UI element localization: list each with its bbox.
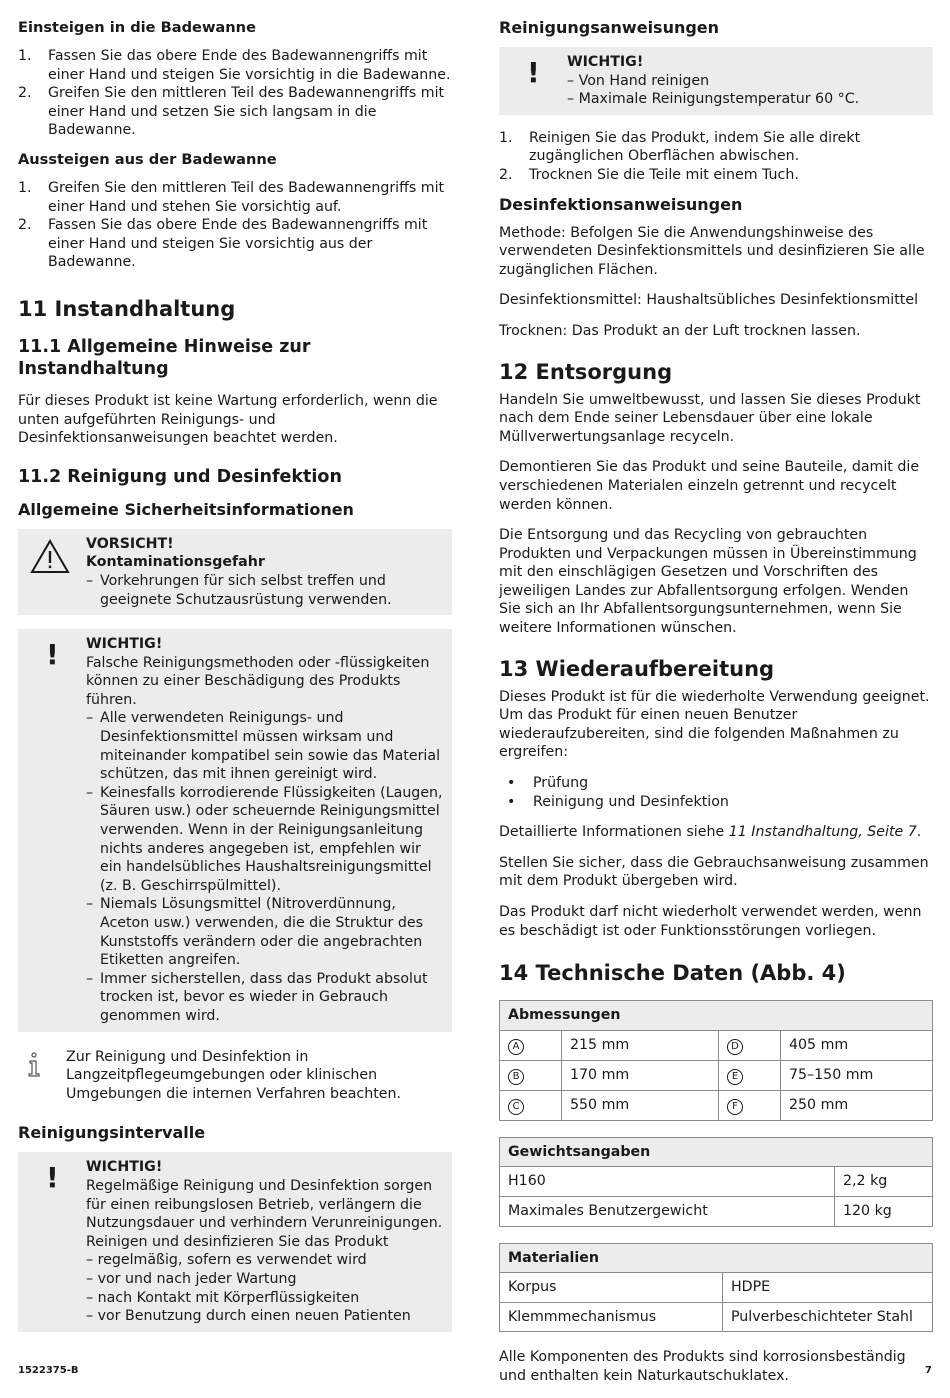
list-item: – Alle verwendeten Reinigungs- und Desinfektionsmittel müssen wirksam und miteinander kompatibel sein sowie das Material schützen, das mit ihnen gereinigt wird. — [86, 710, 441, 783]
list-item: 1. Fassen Sie das obere Ende des Badewannengriffs mit einer Hand und steigen Sie vorsichtig in die Badewanne. — [18, 48, 451, 83]
materials-table — [499, 1243, 933, 1333]
aussteigen-heading: Aussteigen aus der Badewanne — [18, 150, 277, 168]
important-box-2 — [18, 1152, 452, 1331]
list-item: 1. Greifen Sie den mittleren Teil des Badewannengriffs mit einer Hand und stehen Sie vorsichtig auf. — [18, 179, 445, 215]
weight-table — [499, 1137, 933, 1227]
section-11-1-heading: 11.1 Allgemeine Hinweise zur Instandhaltung — [18, 336, 311, 379]
weight-title: Gewichtsangaben — [500, 1137, 933, 1167]
table-row: H160 2,2 kg — [500, 1167, 933, 1197]
list-item: – vor Benutzung durch einen neuen Patienten — [86, 1308, 411, 1325]
table-row: Maximales Benutzergewicht 120 kg — [500, 1196, 933, 1226]
list-item: – Keinesfalls korrodierende Flüssigkeiten (Laugen, Säuren usw.) oder scheuernde Reinigungsmittel verwenden. Wenn in der Reinigungsanleitung nichts anderes angegeben ist, empfehlen wir ein handelsübliches Haushaltsreinigungsmittel (z. B. Geschirrspülmittel). — [86, 784, 443, 894]
list-item: – Von Hand reinigen — [567, 72, 710, 89]
list-item: 2. Trocknen Sie die Teile mit einem Tuch. — [499, 166, 799, 183]
reinigung-steps — [499, 129, 933, 185]
section-11-2-heading: 11.2 Reinigung und Desinfektion — [18, 466, 342, 487]
section-12-text-1: Handeln Sie umweltbewusst, und lassen Sie dieses Produkt nach dem Ende seiner Lebensdauer über eine lokale Müllverwertungsanlage recyceln. — [499, 391, 921, 445]
list-item: – Niemals Lösungsmittel (Nitroverdünnung, Aceton usw.) verwenden, die die Struktur des Kunststoffs verändern oder die angebrachten Etiketten angreifen. — [86, 896, 423, 969]
list-item: – Maximale Reinigungstemperatur 60 °C. — [567, 91, 860, 108]
desinf-trocknen: Trocknen: Das Produkt an der Luft trocknen lassen. — [499, 322, 861, 339]
einsteigen-heading: Einsteigen in die Badewanne — [18, 19, 256, 36]
important-title: WICHTIG! — [86, 1159, 163, 1176]
section-12-text-2: Demontieren Sie das Produkt und seine Bauteile, damit die verschiedenen Materialen einzeln getrennt und recycelt werden können. — [499, 459, 920, 513]
cross-reference-link[interactable]: 11 Instandhaltung, Seite 7 — [728, 824, 917, 841]
document-number: 1522375-B — [18, 1365, 79, 1376]
important-text: Falsche Reinigungsmethoden oder -flüssigkeiten können zu einer Beschädigung des Produkts führen. — [86, 654, 430, 708]
list-item: – Immer sicherstellen, dass das Produkt absolut trocken ist, bevor es wieder in Gebrauch genommen wird. — [86, 970, 428, 1024]
dimensions-title: Abmessungen — [500, 1001, 933, 1031]
left-column — [18, 18, 452, 1346]
section-13-text-3: Stellen Sie sicher, dass die Gebrauchsanweisung zusammen mit dem Produkt übergeben wird. — [499, 854, 929, 890]
desinf-mittel: Desinfektionsmittel: Haushaltsübliches Desinfektionsmittel — [499, 292, 919, 309]
right-column — [499, 18, 933, 1398]
desinf-methode: Methode: Befolgen Sie die Anwendungshinweise des verwendeten Desinfektionsmittels und desinfizieren Sie alle zugänglichen Flächen. — [499, 224, 925, 278]
list-item: 2. Greifen Sie den mittleren Teil des Badewannengriffs mit einer Hand und setzen Sie sich langsam in die Badewanne. — [18, 85, 445, 139]
list-item: – regelmäßig, sofern es verwendet wird — [86, 1252, 367, 1269]
exclamation-icon: ! — [46, 638, 59, 672]
important-box-3 — [499, 47, 933, 115]
page-number: 7 — [925, 1365, 932, 1376]
list-item: • Prüfung — [507, 775, 589, 792]
caution-box — [18, 529, 452, 615]
info-icon — [26, 1048, 66, 1104]
section-14-text: Alle Komponenten des Produkts sind korrosionsbeständig und enthalten kein Naturkautschuklatex. — [499, 1349, 906, 1384]
section-11-heading: 11 Instandhaltung — [18, 296, 236, 321]
important-box-1 — [18, 629, 452, 1031]
section-13-text-4: Das Produkt darf nicht wiederholt verwendet werden, wenn es beschädigt ist oder Funktionsstörungen vorliegen. — [499, 904, 922, 939]
important-text: Regelmäßige Reinigung und Desinfektion sorgen für einen reibungslosen Betrieb, verlängern die Nutzungsdauer und verhindern Verunreinigungen. — [86, 1177, 443, 1232]
section-12-text-3: Die Entsorgung und das Recycling von gebrauchten Produkten und Verpackungen müssen in Übereinstimmung mit den einschlägigen Gesetzen und Vorschriften des jeweiligen Landes zur Abfallentsorgung erfolgen. Wenden Sie sich an Ihr Abfallentsorgungsunternehmen, wenn Sie weitere Informationen wünschen. — [499, 527, 917, 637]
list-item: – vor und nach jeder Wartung — [86, 1270, 297, 1287]
table-row: C 550 mm F 250 mm — [500, 1090, 933, 1120]
desinf-heading: Desinfektionsanweisungen — [499, 194, 743, 214]
intervalle-heading: Reinigungsintervalle — [18, 1123, 206, 1143]
important-title: WICHTIG! — [86, 636, 163, 653]
section-13-reference: Detaillierte Informationen siehe 11 Instandhaltung, Seite 7. — [499, 824, 922, 841]
important-title: WICHTIG! — [567, 54, 644, 70]
list-item: – nach Kontakt mit Körperflüssigkeiten — [86, 1289, 360, 1306]
section-12-heading: 12 Entsorgung — [499, 359, 673, 384]
exclamation-icon: ! — [527, 56, 540, 89]
materials-title: Materialien — [500, 1243, 933, 1273]
dimensions-table — [499, 1000, 933, 1121]
section-13-bullets — [499, 774, 933, 811]
warning-triangle-icon — [26, 535, 86, 609]
list-item: • Reinigung und Desinfektion — [507, 793, 729, 810]
exclamation-icon: ! — [46, 1161, 59, 1195]
sicherheit-heading: Allgemeine Sicherheitsinformationen — [18, 499, 354, 519]
list-item: 2. Fassen Sie das obere Ende des Badewannengriffs mit einer Hand und steigen Sie vorsichtig aus der Badewanne. — [18, 217, 428, 271]
table-row: A 215 mm D 405 mm — [500, 1030, 933, 1060]
table-row: Korpus HDPE — [500, 1273, 933, 1303]
info-text: Zur Reinigung und Desinfektion in Langzeitpflegeumgebungen oder klinischen Umgebungen die internen Verfahren beachten. — [66, 1048, 401, 1102]
important-text: Reinigen und desinfizieren Sie das Produkt — [86, 1233, 389, 1250]
section-11-1-text: Für dieses Produkt ist keine Wartung erforderlich, wenn die unten aufgeführten Reinigungs- und Desinfektionsanweisungen beachtet werden. — [18, 392, 438, 447]
section-13-heading: 13 Wiederaufbereitung — [499, 656, 775, 681]
section-14-heading: 14 Technische Daten (Abb. 4) — [499, 961, 846, 986]
info-note — [18, 1048, 452, 1104]
table-row: Klemmmechanismus Pulverbeschichteter Stahl — [500, 1302, 933, 1332]
list-item: 1. Reinigen Sie das Produkt, indem Sie alle direkt zugänglichen Oberflächen abwischen. — [499, 129, 861, 165]
caution-subtitle: Kontaminationsgefahr — [86, 554, 265, 571]
table-row: B 170 mm E 75–150 mm — [500, 1060, 933, 1090]
section-13-text-1: Dieses Produkt ist für die wiederholte Verwendung geeignet. Um das Produkt für einen neuen Benutzer wiederaufzubereiten, sind die folgenden Maßnahmen zu ergreifen: — [499, 688, 930, 761]
list-item: – Vorkehrungen für sich selbst treffen und geeignete Schutzausrüstung verwenden. — [86, 572, 392, 608]
reinigung-heading: Reinigungsanweisungen — [499, 18, 720, 37]
aussteigen-steps — [18, 179, 452, 272]
einsteigen-steps — [18, 47, 452, 140]
caution-title: VORSICHT! — [86, 535, 174, 552]
